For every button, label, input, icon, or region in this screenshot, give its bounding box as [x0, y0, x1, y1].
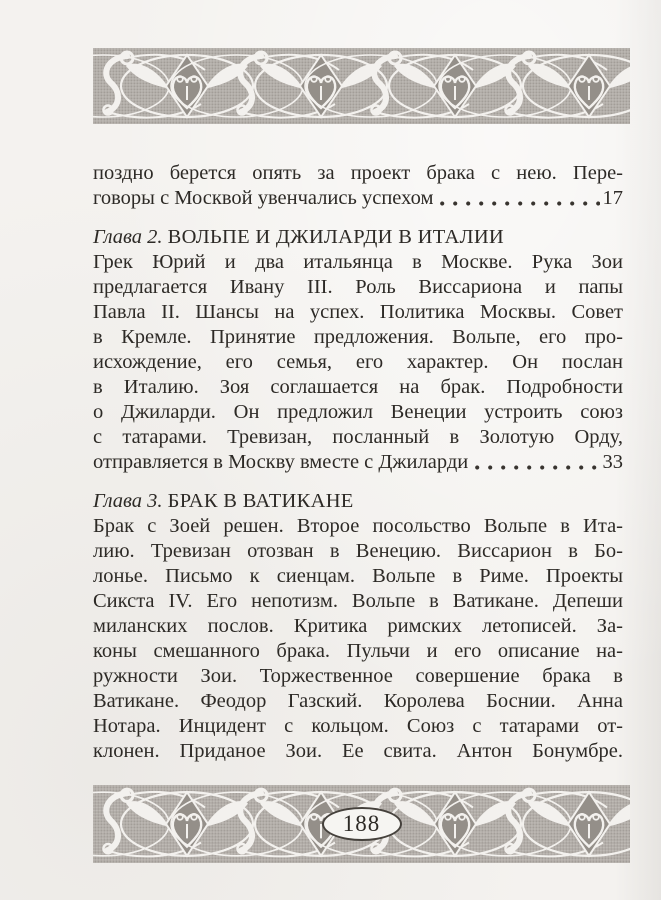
toc-line: ружности Зои. Торжественное совершение брака в	[93, 665, 623, 687]
toc-line: миланских послов. Критика римских летописей. За-	[93, 615, 623, 637]
toc-line: Сикста IV. Его непотизм. Вольпе в Ватикане. Депеши	[93, 590, 623, 612]
chapter-title: БРАК В ВАТИКАНЕ	[167, 490, 354, 512]
toc-line: Ватикане. Феодор Газский. Королева Боснии. Анна	[93, 690, 623, 712]
toc-line: в Италию. Зоя соглашается на брак. Подробности	[93, 376, 623, 398]
dot-leader	[475, 464, 599, 471]
toc-line: предлагается Ивану III. Роль Виссариона и папы	[93, 276, 623, 298]
toc-entry-chapter-2	[93, 225, 623, 475]
chapter-title: ВОЛЬПЕ И ДЖИЛАРДИ В ИТАЛИИ	[167, 226, 505, 248]
toc-line-with-page	[93, 450, 623, 475]
toc-line: Брак с Зоей решен. Второе посольство Вольпе в Ита-	[93, 515, 623, 537]
ornament-border-bottom	[93, 785, 630, 863]
dot-leader	[440, 200, 599, 207]
toc-line: исхождение, его семья, его характер. Он послан	[93, 351, 623, 373]
toc-line: клонен. Приданое Зои. Ее свита. Антон Бонумбре.	[93, 740, 623, 762]
chapter-heading	[93, 225, 623, 250]
toc-line: лонье. Письмо к сиенцам. Вольпе в Риме. Проекты	[93, 565, 623, 587]
toc-entry-chapter-3	[93, 489, 623, 764]
chapter-heading	[93, 489, 623, 514]
toc-line: о Джиларди. Он предложил Венеции устроить союз	[93, 401, 623, 423]
toc-page-content	[93, 161, 623, 764]
chapter-label: Глава 2.	[93, 226, 163, 248]
floral-scroll-icon	[93, 48, 630, 124]
toc-line-text: отправляется в Москву вместе с Джиларди	[93, 451, 469, 473]
toc-line-with-page	[93, 186, 623, 211]
toc-line: коны смешанного брака. Пульчи и его описание на-	[93, 640, 623, 662]
chapter-label: Глава 3.	[93, 490, 163, 512]
page-number: 188	[342, 811, 381, 836]
toc-line: Нотара. Инцидент с кольцом. Союз с татарами от-	[93, 715, 623, 737]
page-number-badge	[322, 807, 402, 841]
toc-line: с татарами. Тревизан, посланный в Золотую Орду,	[93, 426, 623, 448]
toc-line: поздно берется опять за проект брака с нею. Пере-	[93, 162, 623, 184]
toc-page-ref: 33	[602, 451, 623, 473]
toc-line: лию. Тревизан отозван в Венецию. Виссарион в Бо-	[93, 540, 623, 562]
toc-page-ref: 17	[602, 187, 623, 209]
ornament-border-top	[93, 48, 630, 124]
toc-line: Павла II. Шансы на успех. Политика Москвы. Совет	[93, 301, 623, 323]
toc-line-text: говоры с Москвой увенчались успехом	[93, 187, 434, 209]
toc-line: Грек Юрий и два итальянца в Москве. Рука Зои	[93, 251, 623, 273]
toc-line: в Кремле. Принятие предложения. Вольпе, его про-	[93, 326, 623, 348]
toc-entry-overflow	[93, 161, 623, 211]
